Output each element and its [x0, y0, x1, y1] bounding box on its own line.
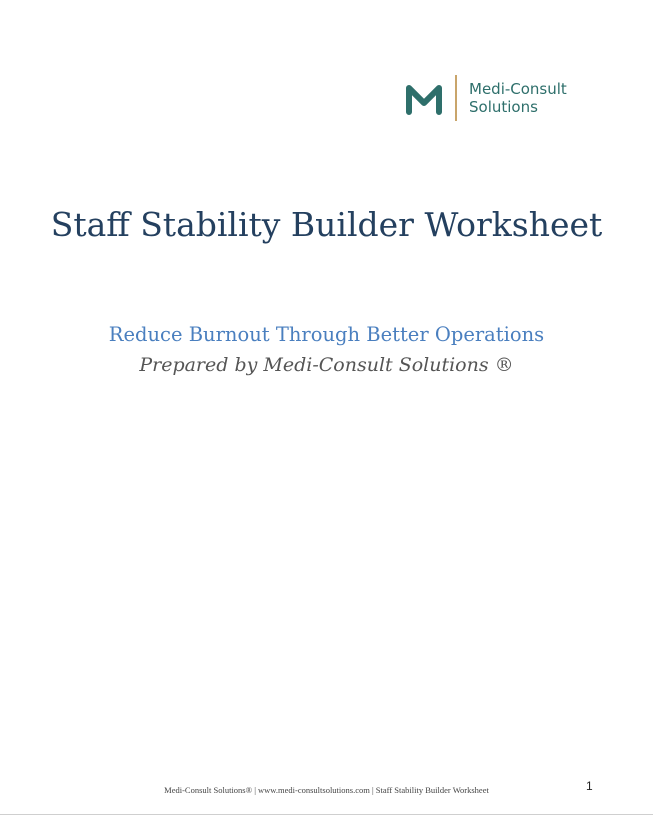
- page-bottom-rule: [0, 814, 653, 815]
- page-footer: Medi-Consult Solutions® | www.medi-consultsolutions.com | Staff Stability Builder Worksheet: [164, 785, 489, 795]
- letter-m-logo-icon: [405, 81, 443, 115]
- logo-line-2: Solutions: [469, 98, 538, 116]
- logo-line-1: Medi-Consult: [469, 80, 567, 98]
- document-subtitle: Reduce Burnout Through Better Operations: [108, 323, 545, 346]
- prepared-by-line: Prepared by Medi-Consult Solutions ®: [139, 354, 514, 376]
- logo-divider: [455, 75, 457, 121]
- company-logo: [405, 75, 567, 121]
- logo-wordmark: [469, 80, 567, 116]
- document-title: Staff Stability Builder Worksheet: [50, 205, 603, 244]
- page-number: 1: [586, 779, 593, 793]
